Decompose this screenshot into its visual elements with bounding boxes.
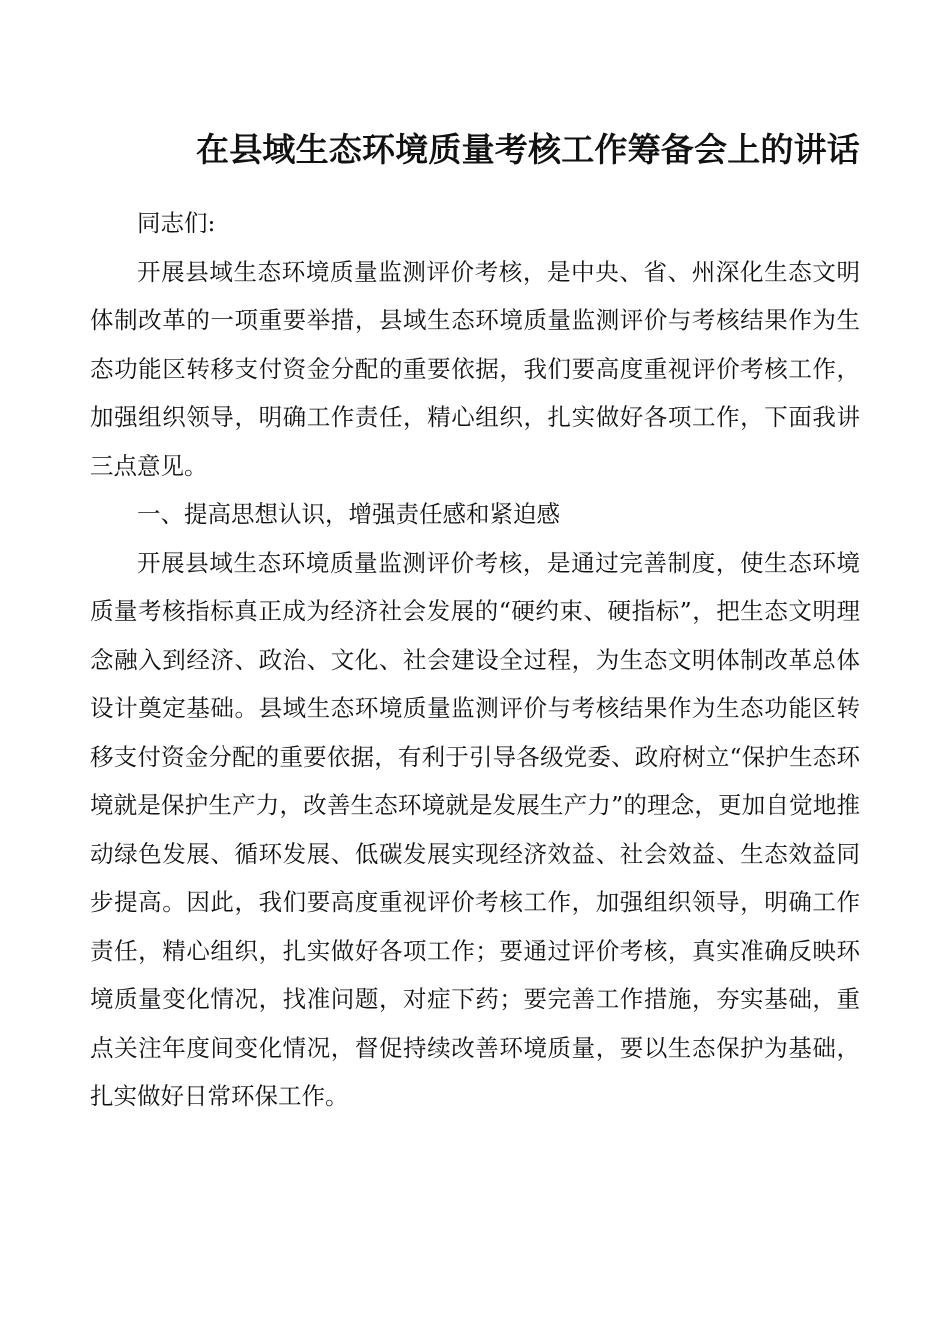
document-title: 在县域生态环境质量考核工作筹备会上的讲话 (196, 130, 860, 169)
document-body (90, 199, 860, 1121)
salutation: 同志们: (137, 209, 216, 237)
section-heading: 一、提高思想认识，增强责任感和紧迫感 (137, 500, 560, 528)
intro-paragraph: 开展县域生态环境质量监测评价考核，是中央、省、州深化生态文明体制改革的一项重要举措，县域生态环境质量监测评价与考核结果作为生态功能区转移支付资金分配的重要依据，我们要高度重视评价考核工作，加强组织领导，明确工作责任，精心组织，扎实做好各项工作，下面我讲三点意见。 (90, 257, 860, 480)
section-paragraph: 开展县域生态环境质量监测评价考核，是通过完善制度，使生态环境质量考核指标真正成为经济社会发展的“硬约束、硬指标”，把生态文明理念融入到经济、政治、文化、社会建设全过程，为生态文明体制改革总体设计奠定基础。县域生态环境质量监测评价与考核结果作为生态功能区转移支付资金分配的重要依据，有利于引导各级党委、政府树立“保护生态环境就是保护生产力，改善生态环境就是发展生产力”的理念，更加自觉地推动绿色发展、循环发展、低碳发展实现经济效益、社会效益、生态效益同步提高。因此，我们要高度重视评价考核工作，加强组织领导，明确工作责任，精心组织，扎实做好各项工作；要通过评价考核，真实准确反映环境质量变化情况，找准问题，对症下药；要完善工作措施，夯实基础，重点关注年度间变化情况，督促持续改善环境质量，要以生态保护为基础，扎实做好日常环保工作。 (90, 548, 860, 1110)
